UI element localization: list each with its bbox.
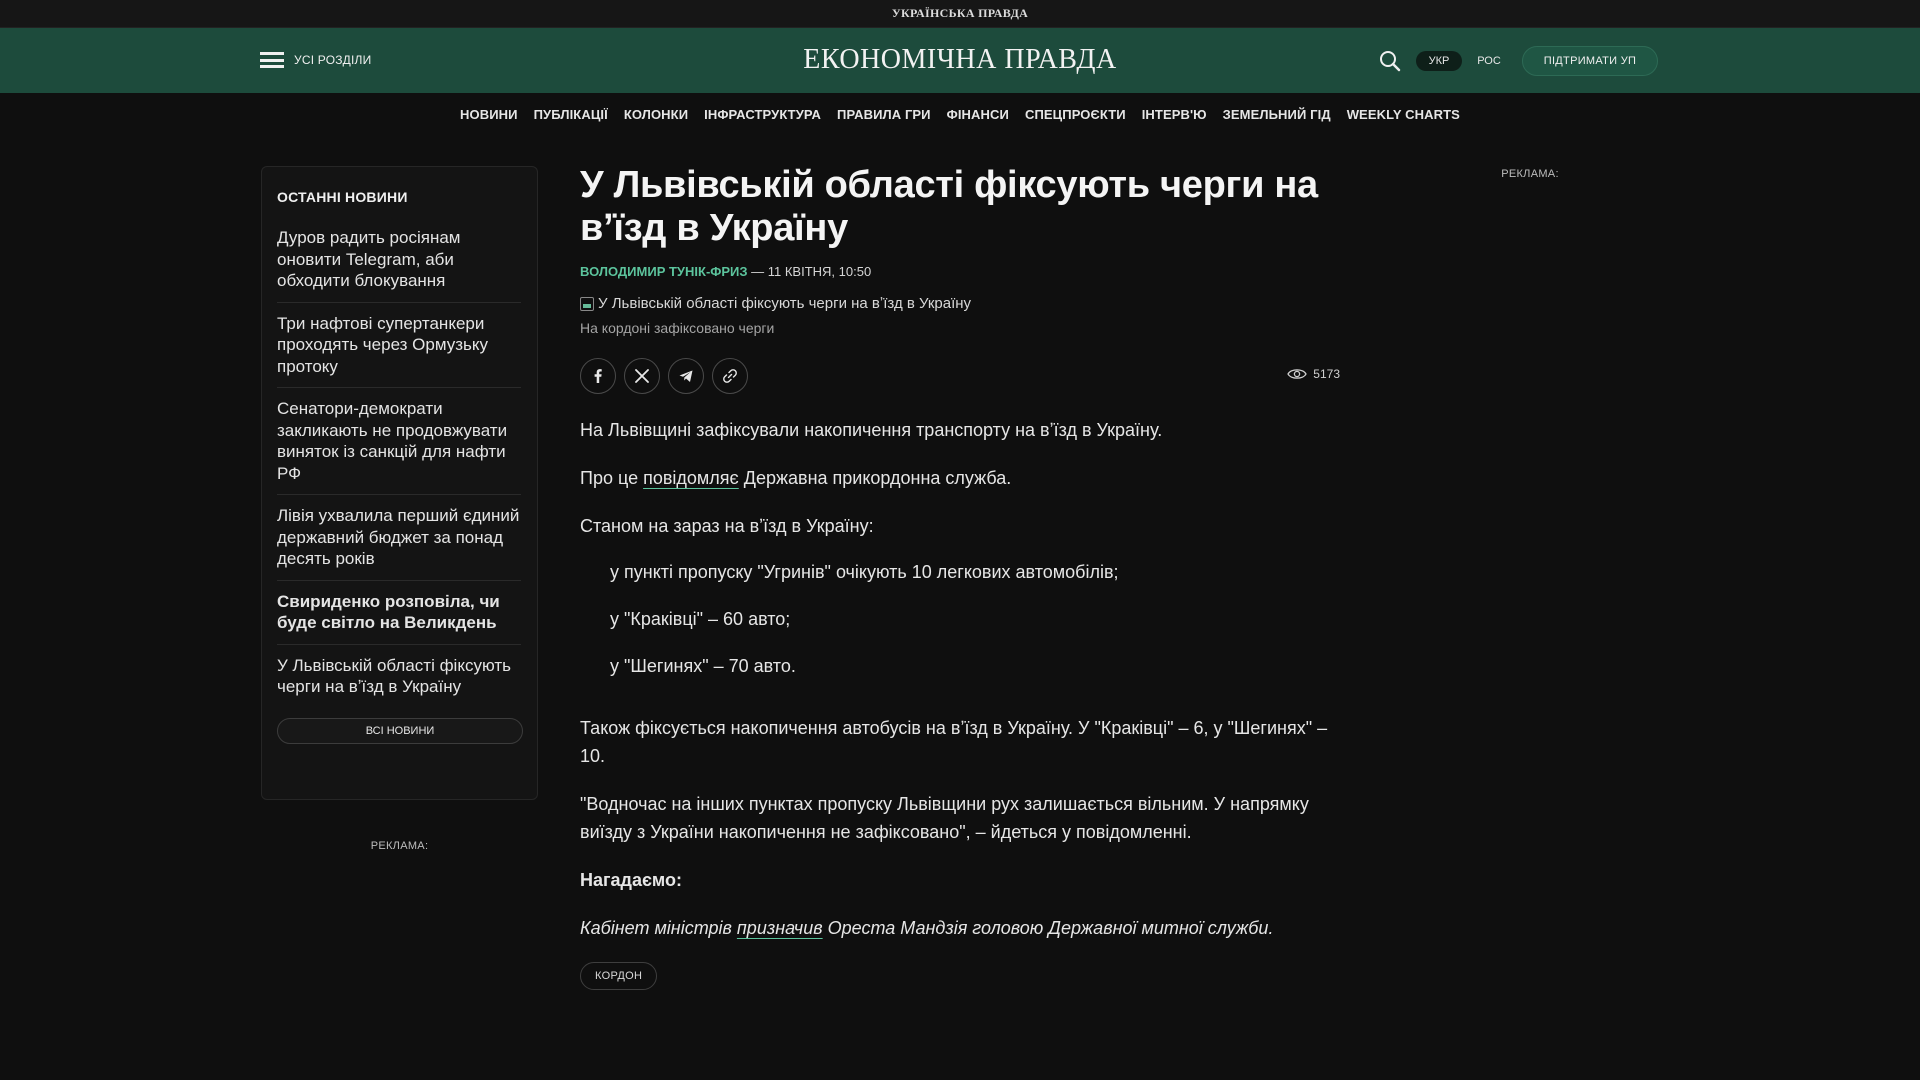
related-link[interactable]: призначив xyxy=(736,918,823,938)
paragraph: Станом на зараз на вʼїзд в Україну: xyxy=(580,516,874,536)
image-alt-text: У Львівській області фіксують черги на вʼїзд в Україну xyxy=(598,295,972,312)
article-headline: У Львівській області фіксують черги на вʼїзд в Україну xyxy=(580,164,1318,249)
view-counter xyxy=(1287,367,1340,381)
article-figure xyxy=(580,295,1340,336)
x-twitter-icon[interactable] xyxy=(624,358,660,394)
article xyxy=(580,164,1340,990)
lang-ros-button[interactable]: РОС xyxy=(1477,55,1501,67)
author-link[interactable]: ВОЛОДИМИР ТУНІК-ФРИЗ xyxy=(580,264,748,279)
facebook-icon[interactable] xyxy=(580,358,616,394)
tag-border[interactable]: КОРДОН xyxy=(580,962,657,990)
lang-ukr-button[interactable]: УКР xyxy=(1416,51,1462,71)
nav-item-news[interactable]: НОВИНИ xyxy=(460,106,518,122)
share-row xyxy=(580,358,1340,394)
site-header xyxy=(0,28,1920,93)
nav-item-finance[interactable]: ФІНАНСИ xyxy=(946,106,1009,122)
site-logo[interactable]: ЕКОНОМІЧНА ПРАВДА xyxy=(803,44,1117,75)
publish-date: — 11 КВІТНЯ, 10:50 xyxy=(747,264,872,279)
broken-image-icon xyxy=(580,297,594,311)
ad-label-right: РЕКЛАМА: xyxy=(1501,168,1559,180)
all-news-button[interactable]: ВСІ НОВИНИ xyxy=(277,718,523,744)
list-item: у пункті пропуску "Угринів" очікують 10 легкових автомобілів; xyxy=(610,562,1119,582)
news-item[interactable]: У Львівській області фіксують черги на вʼїзд в Україну xyxy=(277,655,511,696)
nav-item-columns[interactable]: КОЛОНКИ xyxy=(623,106,689,122)
nav-item-special-projects[interactable]: СПЕЦПРОЄКТИ xyxy=(1024,106,1126,122)
news-item[interactable]: Свириденко розповіла, чи буде світло на Великдень xyxy=(277,581,521,645)
paragraph: "Водночас на інших пунктах пропуску Львівщини рух залишається вільним. У напрямку виїзду з України накопичення не зафіксовано", – йдеться у повідомленні. xyxy=(580,794,1309,842)
nav-item-infrastructure[interactable]: ІНФРАСТРУКТУРА xyxy=(704,106,822,122)
nav-item-interview[interactable]: ІНТЕРВ'Ю xyxy=(1141,106,1207,122)
news-item[interactable]: Дуров радить росіянам оновити Telegram, аби обходити блокування xyxy=(277,217,521,303)
main-nav xyxy=(0,93,1920,135)
ad-label-left: РЕКЛАМА: xyxy=(370,840,429,852)
paragraph: Про це повідомляє Державна прикордонна служба. xyxy=(580,468,1012,488)
nav-item-land-guide[interactable]: ЗЕМЕЛЬНИЙ ГІД xyxy=(1222,106,1331,122)
copy-link-icon[interactable] xyxy=(712,358,748,394)
article-image xyxy=(580,295,1340,312)
paragraph: Також фіксується накопичення автобусів на вʼїзд в Україну. У "Краківці" – 6, у "Шегинях" – 10. xyxy=(580,718,1328,766)
latest-news-sidebar xyxy=(261,166,538,800)
search-icon[interactable] xyxy=(1378,49,1402,73)
nav-item-publications[interactable]: ПУБЛІКАЦІЇ xyxy=(533,106,608,122)
news-item[interactable]: Три нафтові супертанкери проходять через Ормузьку протоку xyxy=(277,303,521,389)
nav-item-weekly-charts[interactable]: WEEKLY CHARTS xyxy=(1346,106,1460,122)
news-item[interactable]: Лівія ухвалила перший єдиний державний бюджет за понад десять років xyxy=(277,495,521,581)
view-count: 5173 xyxy=(1313,367,1340,381)
all-sections-label: УСІ РОЗДІЛИ xyxy=(294,53,372,67)
sidebar-title: ОСТАННІ НОВИНИ xyxy=(277,189,408,205)
eye-icon xyxy=(1287,367,1307,381)
news-item[interactable]: Сенатори-демократи закликають не продовжувати виняток із санкцій для нафти РФ xyxy=(277,388,521,495)
paragraph: На Львівщині зафіксували накопичення транспорту на вʼїзд в Україну. xyxy=(580,420,1163,440)
support-button[interactable]: ПІДТРИМАТИ УП xyxy=(1522,46,1658,76)
parent-site-link[interactable]: УКРАЇНСЬКА ПРАВДА xyxy=(891,6,1029,20)
nav-item-rules[interactable]: ПРАВИЛА ГРИ xyxy=(837,106,931,122)
checkpoint-list xyxy=(610,558,1340,680)
list-item: у "Шегинях" – 70 авто. xyxy=(610,656,796,676)
reminder-label: Нагадаємо: xyxy=(580,870,682,890)
paragraph: Кабінет міністрів призначив Ореста Мандзія головою Державної митної служби. xyxy=(580,918,1274,938)
list-item: у "Краківці" – 60 авто; xyxy=(610,609,791,629)
source-link[interactable]: повідомляє xyxy=(643,468,739,488)
telegram-icon[interactable] xyxy=(668,358,704,394)
image-caption: На кордоні зафіксовано черги xyxy=(580,320,775,336)
article-body xyxy=(580,416,1340,942)
top-strip xyxy=(0,0,1920,28)
byline xyxy=(580,264,1340,279)
